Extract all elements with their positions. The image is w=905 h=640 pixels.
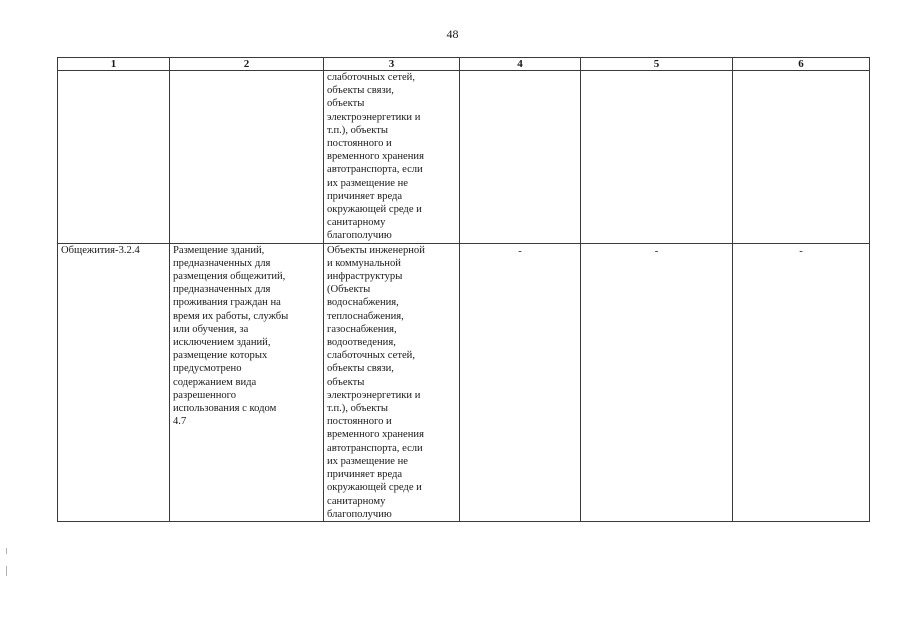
cell-text-line: размещения общежитий, [173, 271, 286, 283]
cell-text-line: благополучию [327, 508, 392, 520]
cell-text-line: объекты связи, [327, 363, 394, 375]
cell-auxiliary-uses [324, 71, 460, 244]
cell-text-line: Общежития-3.2.4 [61, 244, 140, 256]
header-col-4: 4 [460, 58, 581, 71]
cell-name [58, 243, 170, 521]
cell-text-line: благополучию [327, 230, 392, 242]
cell-text-line: теплоснабжения, [327, 310, 404, 322]
cell-text-line: окружающей среде и [327, 482, 422, 494]
cell-text-line: газоснабжения, [327, 323, 397, 335]
header-col-3: 3 [324, 58, 460, 71]
cell-text-line: предназначенных для [173, 257, 271, 269]
margin-mark [6, 566, 7, 576]
header-col-2: 2 [170, 58, 324, 71]
cell-text-line: размещение которых [173, 350, 268, 362]
cell-text-line: временного хранения [327, 429, 424, 441]
cell-text-line: электроэнергетики и [327, 111, 421, 123]
cell-text-line: причиняет вреда [327, 469, 403, 481]
cell-auxiliary-uses [324, 243, 460, 521]
header-col-6: 6 [733, 58, 870, 71]
header-col-1: 1 [58, 58, 170, 71]
cell-text-line: их размещение не [327, 177, 408, 189]
cell-text-line: постоянного и [327, 138, 392, 150]
table-header-row [58, 58, 870, 71]
cell-text-line: слаботочных сетей, [327, 72, 415, 83]
header-col-5: 5 [581, 58, 733, 71]
cell-text-line: временного хранения [327, 151, 424, 163]
cell-text-line: и коммунальной [327, 257, 401, 269]
cell-text-line: разрешенного [173, 389, 237, 401]
table-row-continuation [58, 71, 870, 244]
cell-text-line: их размещение не [327, 455, 408, 467]
cell-text-line: автотранспорта, если [327, 164, 423, 176]
cell-text-line: инфраструктуры [327, 271, 403, 283]
margin-mark [6, 548, 7, 554]
cell-col-6: - [733, 243, 870, 521]
cell-text-line: окружающей среде и [327, 204, 422, 216]
cell-text-line: санитарному [327, 217, 386, 229]
cell-text-line: водоотведения, [327, 337, 396, 349]
cell-text-line: (Объекты [327, 284, 371, 296]
cell-description [170, 71, 324, 244]
cell-description [170, 243, 324, 521]
cell-text-line: т.п.), объекты [327, 124, 388, 136]
page-number: 48 [446, 27, 459, 41]
cell-text-line: постоянного и [327, 416, 392, 428]
cell-col-5 [581, 71, 733, 244]
cell-col-4 [460, 71, 581, 244]
cell-text-line: или обучения, за [173, 323, 249, 335]
cell-text-line: электроэнергетики и [327, 389, 421, 401]
cell-text-line: причиняет вреда [327, 190, 403, 202]
cell-text-line: время их работы, службы [173, 310, 289, 322]
cell-text-line: объекты связи, [327, 85, 394, 97]
cell-text-line: предусмотрено [173, 363, 242, 375]
cell-text-line: объекты [327, 376, 365, 388]
cell-text-line: исключением зданий, [173, 337, 271, 349]
cell-name [58, 71, 170, 244]
cell-text-line: 4.7 [173, 416, 187, 428]
cell-text-line: предназначенных для [173, 284, 271, 296]
cell-text-line: содержанием вида [173, 376, 257, 388]
cell-col-6 [733, 71, 870, 244]
cell-col-4: - [460, 243, 581, 521]
table-row-dormitories [58, 243, 870, 521]
cell-text-line: Объекты инженерной [327, 244, 425, 256]
cell-text-line: проживания граждан на [173, 297, 281, 309]
cell-text-line: слаботочных сетей, [327, 350, 415, 362]
cell-text-line: Размещение зданий, [173, 244, 265, 256]
cell-text-line: объекты [327, 98, 365, 110]
cell-text-line: т.п.), объекты [327, 403, 388, 415]
cell-col-5: - [581, 243, 733, 521]
cell-text-line: водоснабжения, [327, 297, 399, 309]
land-use-table [57, 57, 870, 522]
cell-text-line: санитарному [327, 495, 386, 507]
cell-text-line: использования с кодом [173, 403, 277, 415]
cell-text-line: автотранспорта, если [327, 442, 423, 454]
